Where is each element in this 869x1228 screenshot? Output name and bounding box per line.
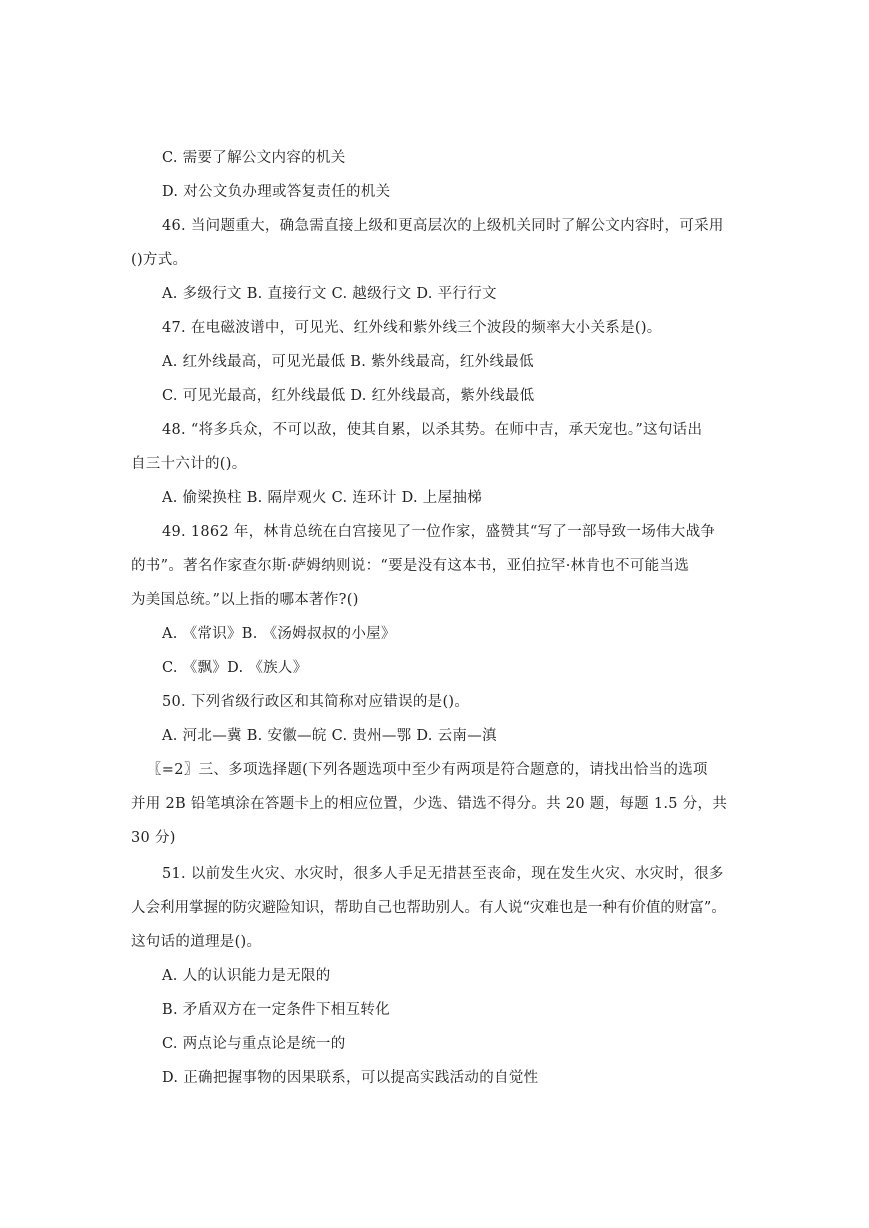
- question-49-line-2: 的书”。著名作家查尔斯·萨姆纳则说：“要是没有这本书，亚伯拉罕·林肯也不可能当选: [131, 558, 690, 574]
- options-q47-cd: C. 可见光最高，红外线最低 D. 红外线最高，紫外线最低: [162, 388, 535, 404]
- question-48-line-2: 自三十六计的()。: [131, 456, 247, 472]
- question-51-line-1: 51. 以前发生火灾、水灾时，很多人手足无措甚至丧命，现在发生火灾、水灾时，很多: [162, 866, 724, 882]
- options-q49-ab: A. 《常识》B. 《汤姆叔叔的小屋》: [162, 626, 396, 642]
- question-46-line-1: 46. 当问题重大，确急需直接上级和更高层次的上级机关同时了解公文内容时，可采用: [162, 218, 724, 234]
- options-q50: A. 河北—冀 B. 安徽—皖 C. 贵州—鄂 D. 云南—滇: [162, 728, 497, 744]
- question-48-line-1: 48. “将多兵众，不可以敌，使其自累，以杀其势。在师中吉，承天宠也。”这句话出: [162, 422, 703, 438]
- question-50: 50. 下列省级行政区和其简称对应错误的是()。: [162, 694, 470, 710]
- options-q48: A. 偷梁换柱 B. 隔岸观火 C. 连环计 D. 上屋抽梯: [162, 490, 483, 506]
- option-c-q51: C. 两点论与重点论是统一的: [162, 1036, 346, 1052]
- options-q47-ab: A. 红外线最高，可见光最低 B. 紫外线最高，红外线最低: [162, 354, 534, 370]
- section-heading-line-3: 30 分): [131, 830, 176, 846]
- question-49-line-3: 为美国总统。”以上指的哪本著作?(): [131, 592, 359, 608]
- option-c-q45: C. 需要了解公文内容的机关: [162, 150, 346, 166]
- option-d-q51: D. 正确把握事物的因果联系，可以提高实践活动的自觉性: [162, 1070, 539, 1086]
- option-d-q45: D. 对公文负办理或答复责任的机关: [162, 184, 391, 200]
- section-heading-line-2: 并用 2B 铅笔填涂在答题卡上的相应位置，少选、错选不得分。共 20 题，每题 1.5 分，共: [131, 796, 728, 812]
- options-q49-cd: C. 《飘》D. 《族人》: [162, 660, 308, 676]
- section-heading-line-1: 〖=2〗三、多项选择题(下列各题选项中至少有两项是符合题意的，请找出恰当的选项: [147, 762, 708, 778]
- question-46-line-2: ()方式。: [131, 252, 188, 268]
- options-q46: A. 多级行文 B. 直接行文 C. 越级行文 D. 平行行文: [162, 286, 497, 302]
- question-47: 47. 在电磁波谱中，可见光、红外线和紫外线三个波段的频率大小关系是()。: [162, 320, 662, 336]
- option-a-q51: A. 人的认识能力是无限的: [162, 968, 331, 984]
- question-49-line-1: 49. 1862 年，林肯总统在白宫接见了一位作家，盛赞其“写了一部导致一场伟大战争: [162, 524, 716, 540]
- option-b-q51: B. 矛盾双方在一定条件下相互转化: [162, 1002, 390, 1018]
- question-51-line-2: 人会利用掌握的防灾避险知识，帮助自己也帮助别人。有人说“灾难也是一种有价值的财富”。: [131, 900, 726, 916]
- question-51-line-3: 这句话的道理是()。: [131, 934, 262, 950]
